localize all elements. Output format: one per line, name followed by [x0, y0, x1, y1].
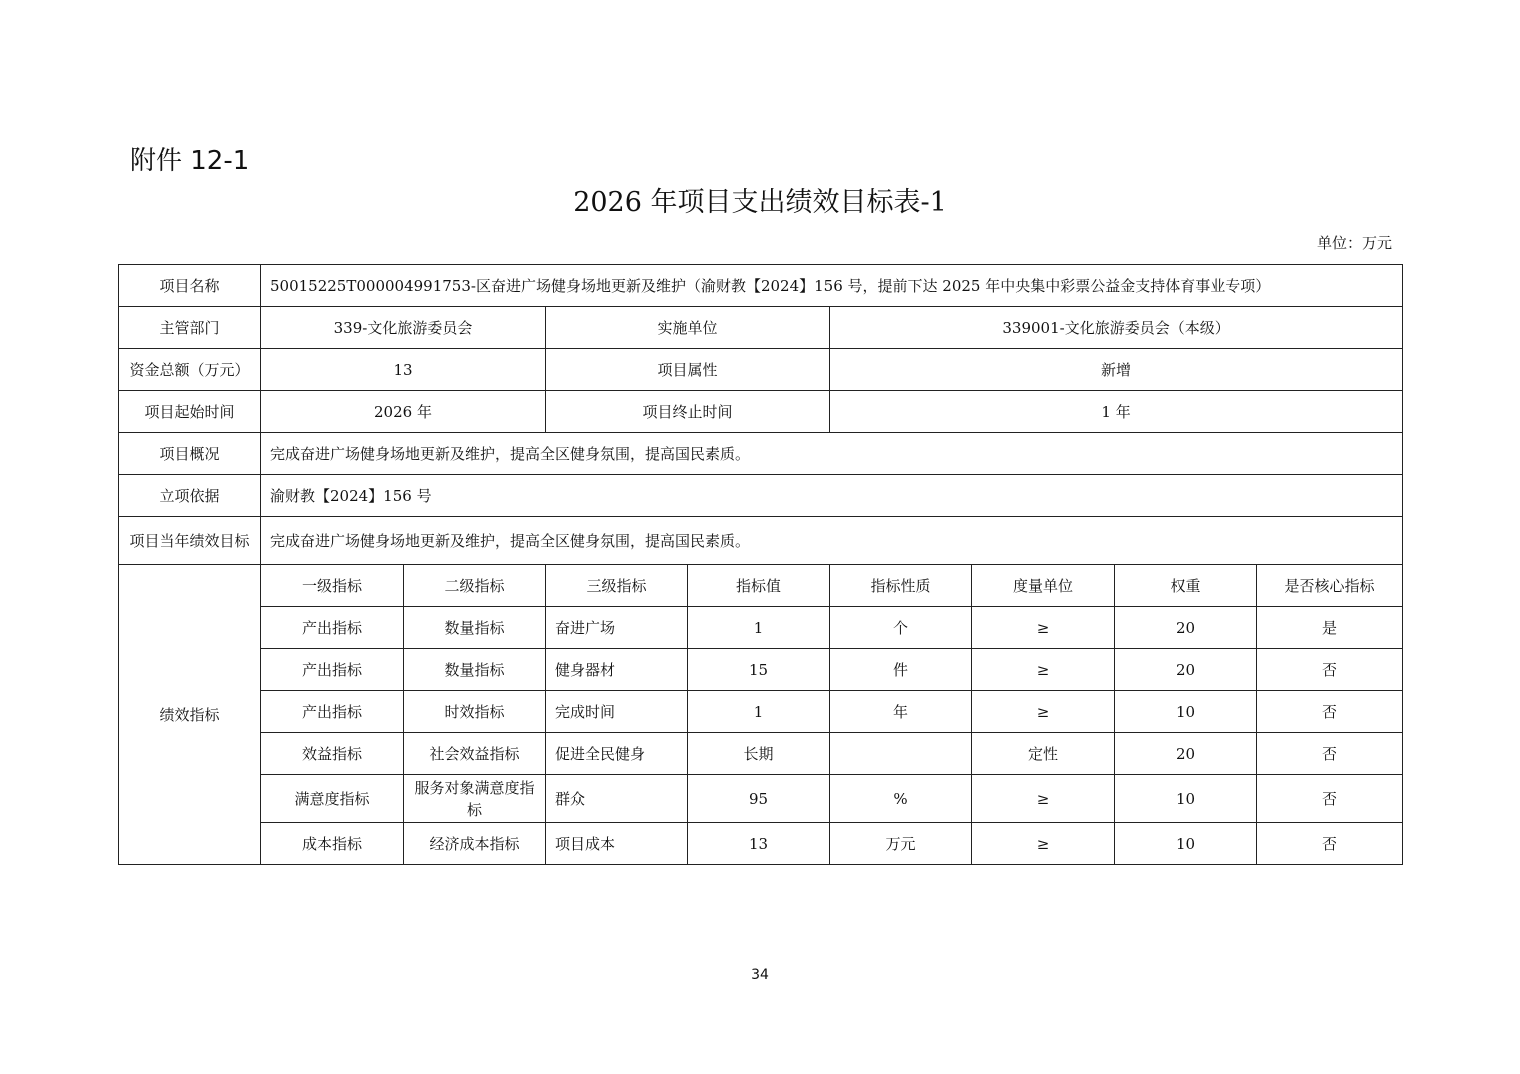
indicator-value-cell: 1 — [688, 607, 830, 649]
measure-unit-cell: ≥ — [972, 691, 1115, 733]
core-indicator-cell: 否 — [1257, 823, 1403, 865]
weight-cell: 10 — [1115, 691, 1257, 733]
measure-unit-cell: ≥ — [972, 607, 1115, 649]
level2-cell: 数量指标 — [404, 607, 546, 649]
header-cell: 一级指标 — [261, 565, 404, 607]
indicator-value-cell: 95 — [688, 775, 830, 823]
indicator-value-cell: 1 — [688, 691, 830, 733]
weight-cell: 20 — [1115, 607, 1257, 649]
row-period — [119, 391, 1403, 433]
row-project-name — [119, 265, 1403, 307]
header-cell: 度量单位 — [972, 565, 1115, 607]
measure-unit-cell: 定性 — [972, 733, 1115, 775]
performance-target-table — [118, 264, 1403, 865]
page-number: 34 — [751, 967, 769, 983]
core-indicator-cell: 否 — [1257, 691, 1403, 733]
level1-cell: 满意度指标 — [261, 775, 404, 823]
annual-goal-value: 完成奋进广场健身场地更新及维护，提高全区健身氛围，提高国民素质。 — [261, 517, 1403, 565]
header-cell: 是否核心指标 — [1257, 565, 1403, 607]
implementing-unit-value: 339001-文化旅游委员会（本级） — [830, 307, 1403, 349]
implementing-unit-label: 实施单位 — [546, 307, 830, 349]
core-indicator-cell: 否 — [1257, 775, 1403, 823]
unit-label: 单位：万元 — [1316, 234, 1392, 252]
indicators-section-label: 绩效指标 — [119, 565, 261, 865]
level1-cell: 效益指标 — [261, 733, 404, 775]
weight-cell: 20 — [1115, 733, 1257, 775]
level2-cell: 经济成本指标 — [404, 823, 546, 865]
header-cell: 二级指标 — [404, 565, 546, 607]
measure-unit-cell: ≥ — [972, 649, 1115, 691]
row-annual-goal — [119, 517, 1403, 565]
weight-cell: 10 — [1115, 775, 1257, 823]
indicator-row — [119, 823, 1403, 865]
department-value: 339-文化旅游委员会 — [261, 307, 546, 349]
level2-cell: 时效指标 — [404, 691, 546, 733]
header-cell: 指标性质 — [830, 565, 972, 607]
measure-unit-cell: ≥ — [972, 775, 1115, 823]
core-indicator-cell: 是 — [1257, 607, 1403, 649]
header-cell: 权重 — [1115, 565, 1257, 607]
indicator-nature-cell: 件 — [830, 649, 972, 691]
level1-cell: 产出指标 — [261, 607, 404, 649]
measure-unit-cell: ≥ — [972, 823, 1115, 865]
project-name-value: 50015225T000004991753-区奋进广场健身场地更新及维护（渝财教【2024】156 号，提前下达 2025 年中央集中彩票公益金支持体育事业专项） — [261, 265, 1403, 307]
annual-goal-label: 项目当年绩效目标 — [119, 517, 261, 565]
indicator-row — [119, 607, 1403, 649]
end-time-label: 项目终止时间 — [546, 391, 830, 433]
start-time-value: 2026 年 — [261, 391, 546, 433]
indicator-nature-cell: % — [830, 775, 972, 823]
row-department — [119, 307, 1403, 349]
weight-cell: 20 — [1115, 649, 1257, 691]
attachment-label: 附件 12-1 — [130, 146, 250, 176]
indicator-nature-cell: 个 — [830, 607, 972, 649]
project-name-label: 项目名称 — [119, 265, 261, 307]
total-funds-label: 资金总额（万元） — [119, 349, 261, 391]
end-time-value: 1 年 — [830, 391, 1403, 433]
level3-cell: 群众 — [546, 775, 688, 823]
indicator-nature-cell — [830, 733, 972, 775]
indicator-value-cell: 长期 — [688, 733, 830, 775]
header-cell: 三级指标 — [546, 565, 688, 607]
row-basis — [119, 475, 1403, 517]
level3-cell: 健身器材 — [546, 649, 688, 691]
level3-cell: 奋进广场 — [546, 607, 688, 649]
level3-cell: 项目成本 — [546, 823, 688, 865]
total-funds-value: 13 — [261, 349, 546, 391]
weight-cell: 10 — [1115, 823, 1257, 865]
basis-value: 渝财教【2024】156 号 — [261, 475, 1403, 517]
project-attribute-label: 项目属性 — [546, 349, 830, 391]
level1-cell: 成本指标 — [261, 823, 404, 865]
basis-label: 立项依据 — [119, 475, 261, 517]
overview-label: 项目概况 — [119, 433, 261, 475]
indicator-nature-cell: 年 — [830, 691, 972, 733]
core-indicator-cell: 否 — [1257, 649, 1403, 691]
indicator-nature-cell: 万元 — [830, 823, 972, 865]
row-funding — [119, 349, 1403, 391]
indicator-header-row — [119, 565, 1403, 607]
level2-cell: 数量指标 — [404, 649, 546, 691]
level1-cell: 产出指标 — [261, 691, 404, 733]
department-label: 主管部门 — [119, 307, 261, 349]
indicator-value-cell: 13 — [688, 823, 830, 865]
level1-cell: 产出指标 — [261, 649, 404, 691]
level2-cell: 社会效益指标 — [404, 733, 546, 775]
header-cell: 指标值 — [688, 565, 830, 607]
indicator-value-cell: 15 — [688, 649, 830, 691]
overview-value: 完成奋进广场健身场地更新及维护，提高全区健身氛围，提高国民素质。 — [261, 433, 1403, 475]
start-time-label: 项目起始时间 — [119, 391, 261, 433]
indicator-row — [119, 649, 1403, 691]
level2-cell: 服务对象满意度指标 — [404, 775, 546, 823]
level3-cell: 完成时间 — [546, 691, 688, 733]
indicator-row — [119, 733, 1403, 775]
indicator-row — [119, 775, 1403, 823]
project-attribute-value: 新增 — [830, 349, 1403, 391]
indicator-row — [119, 691, 1403, 733]
core-indicator-cell: 否 — [1257, 733, 1403, 775]
level3-cell: 促进全民健身 — [546, 733, 688, 775]
page-title: 2026 年项目支出绩效目标表-1 — [573, 187, 947, 218]
row-overview — [119, 433, 1403, 475]
